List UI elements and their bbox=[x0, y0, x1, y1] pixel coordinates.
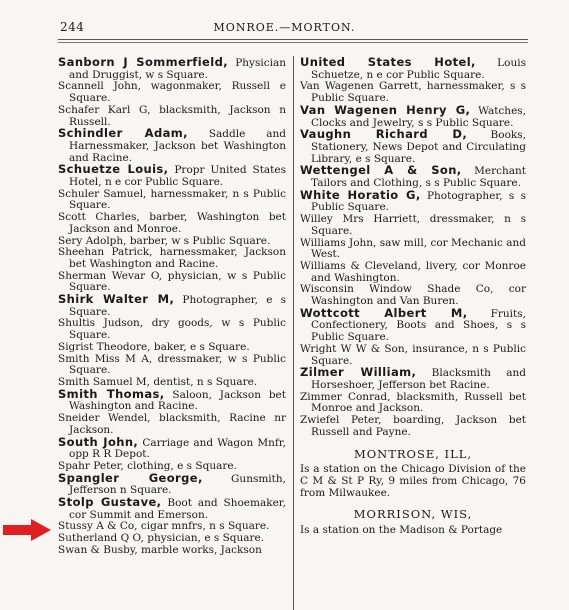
directory-entry bbox=[300, 187, 526, 214]
column-divider bbox=[293, 56, 294, 610]
entry-text: Wright W W & Son, insurance, n s Public Square. bbox=[300, 342, 526, 367]
entry-details: Fruits, Confectionery, Boots and Shoes, s s Public Square. bbox=[311, 307, 526, 344]
entry-name-bold: Zilmer William, bbox=[300, 365, 417, 380]
directory-entry bbox=[58, 413, 286, 436]
directory-entry bbox=[58, 81, 286, 104]
header-rule bbox=[58, 39, 528, 40]
directory-entry bbox=[58, 128, 286, 164]
entry-details: Photographer, e s Square. bbox=[69, 294, 286, 318]
entry-details: Physician and Druggist, w s Square. bbox=[69, 57, 286, 81]
entry-text: Sherman Wevar O, physician, w s Public Square. bbox=[58, 269, 286, 294]
entry-text: Wisconsin Window Shade Co, cor Washington and Van Buren. bbox=[300, 283, 526, 308]
red-arrow-icon bbox=[3, 519, 51, 541]
entry-name-bold: Vaughn Richard D, bbox=[300, 127, 468, 142]
entry-name-bold: Shirk Walter M, bbox=[58, 292, 175, 307]
directory-entry bbox=[300, 214, 526, 237]
entry-details: Photographer, s s Public Square. bbox=[311, 189, 526, 214]
entry-details: Saloon, Jackson bet Washington and Racine. bbox=[69, 388, 286, 413]
entry-text: Swan & Busby, marble works, Jackson bbox=[58, 543, 262, 556]
entry-text: Schuler Samuel, harnessmaker, n s Public Square. bbox=[58, 187, 286, 212]
entry-name-bold: Schuetze Louis, bbox=[58, 162, 169, 177]
directory-entry bbox=[300, 415, 526, 438]
entry-details: Propr United States Hotel, n e cor Public Square. bbox=[69, 164, 286, 189]
directory-entry bbox=[300, 305, 526, 344]
entry-name-bold: Stolp Gustave, bbox=[58, 495, 162, 510]
directory-entry bbox=[58, 354, 286, 377]
entry-name-bold: South John, bbox=[58, 434, 139, 449]
directory-entry bbox=[300, 344, 526, 367]
entry-text: Sigrist Theodore, baker, e s Square. bbox=[58, 340, 250, 353]
entry-details: Carriage and Wagon Mnfr, opp R R Depot. bbox=[69, 436, 286, 461]
directory-entry bbox=[300, 57, 526, 81]
directory-entry bbox=[300, 238, 526, 261]
entry-details: Books, Stationery, News Depot and Circulating Library, e s Square. bbox=[311, 129, 526, 165]
entry-text: Zwiefel Peter, boarding, Jackson bet Russell and Payne. bbox=[300, 414, 526, 438]
entry-name-bold: Spangler George, bbox=[58, 470, 203, 485]
directory-entry bbox=[300, 102, 527, 129]
running-head: MONROE.—MORTON. bbox=[213, 21, 356, 34]
directory-entry bbox=[58, 189, 286, 212]
entry-text: Sheehan Patrick, harnessmaker, Jackson bet Washington and Racine. bbox=[58, 246, 286, 270]
entry-text: Spahr Peter, clothing, e s Square. bbox=[58, 459, 237, 472]
page-number: 244 bbox=[60, 20, 85, 34]
directory-entry bbox=[300, 392, 526, 415]
right-column bbox=[300, 57, 526, 537]
entry-text: Schafer Karl G, blacksmith, Jackson n Russell. bbox=[58, 103, 286, 128]
entry-text: Zimmer Conrad, blacksmith, Russell bet Monroe and Jackson. bbox=[300, 390, 526, 415]
entry-text: Sutherland Q O, physician, e s Square. bbox=[58, 532, 265, 545]
place-description: Is a station on the Madison & Portage bbox=[300, 524, 503, 537]
entry-name-bold: Smith Thomas, bbox=[58, 386, 165, 401]
entry-name-bold: Sanborn J Sommerfield, bbox=[58, 55, 228, 69]
place-heading: MONTROSE, ILL, bbox=[353, 446, 473, 461]
directory-entry bbox=[58, 545, 286, 557]
entry-name-bold: United States Hotel, bbox=[300, 55, 476, 69]
entry-details: Watches, Clocks and Jewelry, s s Public Square. bbox=[311, 104, 527, 129]
entry-text: Sneider Wendel, blacksmith, Racine nr Jackson. bbox=[58, 412, 286, 436]
entry-details: Gunsmith, Jefferson n Square. bbox=[69, 472, 286, 497]
directory-entry bbox=[58, 271, 286, 294]
entry-name-bold: Wettengel A & Son, bbox=[300, 163, 462, 178]
entry-details: Blacksmith and Horseshoer, Jefferson bet Racine. bbox=[311, 367, 526, 391]
directory-entry bbox=[58, 294, 286, 318]
entry-text: Williams John, saw mill, cor Mechanic and West. bbox=[300, 236, 526, 261]
directory-entry bbox=[58, 164, 286, 188]
directory-entry bbox=[58, 318, 286, 341]
directory-entry bbox=[300, 129, 526, 165]
directory-entry bbox=[300, 284, 526, 307]
entry-text: Willey Mrs Harriett, dressmaker, n s Square. bbox=[300, 213, 526, 237]
directory-entry bbox=[58, 247, 286, 270]
entry-name-bold: Wottcott Albert M, bbox=[300, 305, 468, 320]
entry-name-bold: Van Wagenen Henry G, bbox=[300, 102, 471, 117]
directory-entry bbox=[58, 57, 286, 81]
entry-text: Scott Charles, barber, Washington bet Jackson and Monroe. bbox=[58, 211, 286, 235]
entry-text: Smith Samuel M, dentist, n s Square. bbox=[58, 375, 258, 388]
entry-text: Sery Adolph, barber, w s Public Square. bbox=[58, 234, 271, 247]
directory-entry bbox=[300, 165, 526, 189]
entry-text: Smith Miss M A, dressmaker, w s Public Square. bbox=[58, 352, 286, 377]
directory-entry bbox=[58, 386, 286, 413]
directory-entry bbox=[300, 81, 526, 104]
directory-entry bbox=[58, 212, 286, 235]
place-description: Is a station on the Chicago Division of the C M & St P Ry, 9 miles from Chicago, 76 from Milwaukee. bbox=[300, 463, 526, 499]
directory-entry bbox=[58, 497, 286, 521]
directory-entry bbox=[58, 105, 286, 128]
place-heading: MORRISON, WIS, bbox=[353, 507, 473, 522]
entry-details: Boot and Shoemaker, cor Summit and Emerson. bbox=[69, 497, 286, 521]
directory-entry bbox=[58, 470, 286, 497]
entry-details: Saddle and Harnessmaker, Jackson bet Washington and Racine. bbox=[69, 128, 287, 164]
entry-text: Williams & Cleveland, livery, cor Monroe and Washington. bbox=[300, 259, 526, 284]
entry-text: Shultis Judson, dry goods, w s Public Square. bbox=[58, 317, 286, 342]
directory-entry bbox=[300, 261, 526, 284]
directory-entry bbox=[300, 367, 526, 391]
entry-details: Merchant Tailors and Clothing, s s Public Square. bbox=[311, 165, 526, 190]
entry-text: Scannell John, wagonmaker, Russell e Square. bbox=[58, 80, 286, 105]
header-rule-secondary bbox=[58, 42, 528, 43]
entry-details: Louis Schuetze, n e cor Public Square. bbox=[311, 57, 526, 81]
entry-name-bold: Schindler Adam, bbox=[58, 126, 188, 141]
entry-name-bold: White Horatio G, bbox=[300, 187, 421, 202]
left-column bbox=[58, 57, 286, 557]
entry-text: Stussy A & Co, cigar mnfrs, n s Square. bbox=[58, 520, 270, 533]
directory-entry bbox=[58, 434, 286, 461]
entry-text: Van Wagenen Garrett, harnessmaker, s s Public Square. bbox=[300, 80, 526, 105]
